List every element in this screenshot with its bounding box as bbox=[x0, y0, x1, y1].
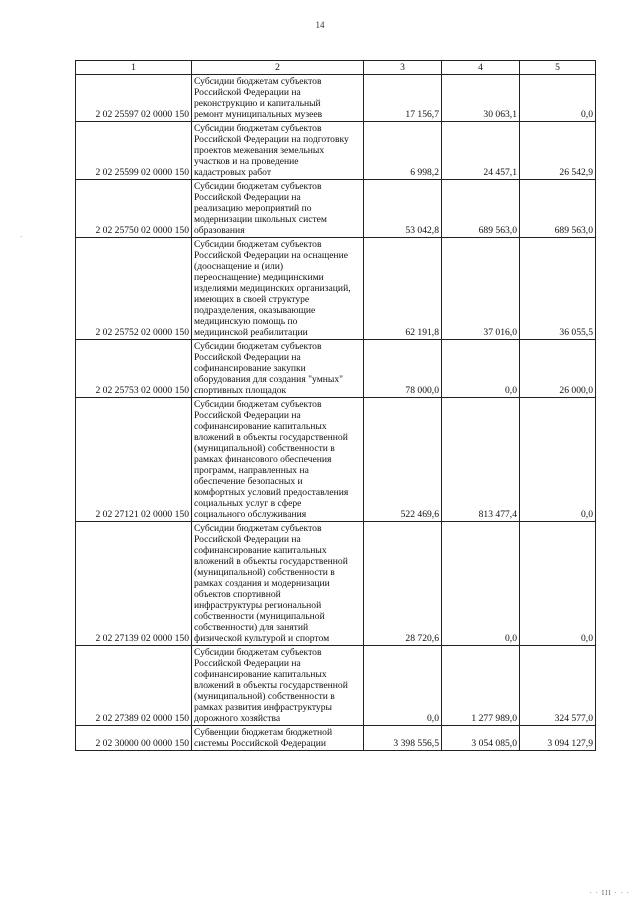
table-row bbox=[76, 726, 596, 751]
description-line: софинансирование капитальных bbox=[194, 421, 327, 432]
row-code: 2 02 25597 02 0000 150 bbox=[76, 75, 192, 122]
description-line: модернизации школьных систем bbox=[194, 214, 327, 225]
row-value-col-3: 53 042,8 bbox=[364, 180, 442, 238]
row-description bbox=[192, 646, 364, 726]
row-code: 2 02 27389 02 0000 150 bbox=[76, 646, 192, 726]
description-line: участков и на проведение bbox=[194, 156, 299, 167]
description-line: дорожного хозяйства bbox=[194, 713, 281, 724]
header-col-1: 1 bbox=[76, 61, 192, 75]
description-line: Российской Федерации на bbox=[194, 87, 301, 98]
description-line: программ, направленных на bbox=[194, 465, 309, 476]
description-line: кадастровых работ bbox=[194, 167, 272, 178]
description-line: образования bbox=[194, 225, 245, 236]
description-line: рамках создания и модернизации bbox=[194, 578, 330, 589]
description-line: реконструкцию и капитальный bbox=[194, 98, 321, 109]
description-line: изделиями медицинских организаций, bbox=[194, 283, 351, 294]
row-value-col-5: 0,0 bbox=[520, 75, 596, 122]
description-line: Субсидии бюджетам субъектов bbox=[194, 399, 322, 410]
table-row bbox=[76, 340, 596, 398]
description-line: проектов межевания земельных bbox=[194, 145, 325, 156]
description-line: (дооснащение и (или) bbox=[194, 261, 284, 272]
description-line: Российской Федерации на bbox=[194, 352, 301, 363]
row-value-col-4: 0,0 bbox=[442, 522, 520, 646]
row-value-col-5: 26 000,0 bbox=[520, 340, 596, 398]
row-code: 2 02 27139 02 0000 150 bbox=[76, 522, 192, 646]
description-line: обеспечение безопасных и bbox=[194, 476, 303, 487]
row-value-col-5: 0,0 bbox=[520, 522, 596, 646]
description-line: социального обслуживания bbox=[194, 509, 307, 520]
header-row bbox=[76, 61, 596, 75]
row-code: 2 02 25753 02 0000 150 bbox=[76, 340, 192, 398]
description-line: медицинскую помощь по bbox=[194, 316, 298, 327]
description-line: Субсидии бюджетам субъектов bbox=[194, 123, 322, 134]
description-line: Российской Федерации на bbox=[194, 534, 301, 545]
table-row bbox=[76, 646, 596, 726]
header-col-2: 2 bbox=[192, 61, 364, 75]
budget-table bbox=[75, 60, 596, 751]
description-line: софинансирование капитальных bbox=[194, 669, 327, 680]
row-value-col-4: 3 054 085,0 bbox=[442, 726, 520, 751]
description-line: Российской Федерации на bbox=[194, 658, 301, 669]
description-line: Субсидии бюджетам субъектов bbox=[194, 341, 322, 352]
row-value-col-4: 689 563,0 bbox=[442, 180, 520, 238]
description-line: оборудования для создания "умных" bbox=[194, 374, 344, 385]
description-line: (муниципальной) собственности в bbox=[194, 567, 335, 578]
description-line: Российской Федерации на оснащение bbox=[194, 250, 349, 261]
table-row bbox=[76, 180, 596, 238]
table-row bbox=[76, 75, 596, 122]
row-value-col-3: 3 398 556,5 bbox=[364, 726, 442, 751]
description-line: рамках финансового обеспечения bbox=[194, 454, 332, 465]
description-line: Российской Федерации на bbox=[194, 192, 301, 203]
description-line: софинансирование закупки bbox=[194, 363, 306, 374]
row-value-col-5: 36 055,5 bbox=[520, 238, 596, 340]
description-line: Российской Федерации на подготовку bbox=[194, 134, 349, 145]
row-code: 2 02 25599 02 0000 150 bbox=[76, 122, 192, 180]
description-line: вложений в объекты государственной bbox=[194, 680, 348, 691]
row-value-col-3: 62 191,8 bbox=[364, 238, 442, 340]
description-line: рамках развития инфраструктуры bbox=[194, 702, 332, 713]
page-number: 14 bbox=[315, 20, 325, 30]
row-value-col-4: 1 277 989,0 bbox=[442, 646, 520, 726]
description-line: Субсидии бюджетам субъектов bbox=[194, 181, 322, 192]
table-header bbox=[76, 61, 596, 75]
header-col-4: 4 bbox=[442, 61, 520, 75]
table-row bbox=[76, 238, 596, 340]
description-line: реализацию мероприятий по bbox=[194, 203, 312, 214]
description-line: ремонт муниципальных музеев bbox=[194, 109, 323, 120]
description-line: вложений в объекты государственной bbox=[194, 556, 348, 567]
row-value-col-5: 3 094 127,9 bbox=[520, 726, 596, 751]
row-value-col-4: 24 457,1 bbox=[442, 122, 520, 180]
description-line: переоснащение) медицинскими bbox=[194, 272, 324, 283]
row-code: 2 02 30000 00 0000 150 bbox=[76, 726, 192, 751]
description-line: (муниципальной) собственности в bbox=[194, 443, 335, 454]
row-value-col-5: 26 542,9 bbox=[520, 122, 596, 180]
row-value-col-5: 689 563,0 bbox=[520, 180, 596, 238]
row-value-col-3: 17 156,7 bbox=[364, 75, 442, 122]
row-value-col-3: 78 000,0 bbox=[364, 340, 442, 398]
table-row bbox=[76, 122, 596, 180]
row-code: 2 02 25750 02 0000 150 bbox=[76, 180, 192, 238]
description-line: спортивных площадок bbox=[194, 385, 287, 396]
row-value-col-4: 813 477,4 bbox=[442, 398, 520, 522]
footer-mark: · · III · · · bbox=[589, 889, 630, 897]
description-line: Субсидии бюджетам субъектов bbox=[194, 76, 322, 87]
description-line: инфраструктуры региональной bbox=[194, 600, 322, 611]
row-description bbox=[192, 398, 364, 522]
description-line: вложений в объекты государственной bbox=[194, 432, 348, 443]
row-description bbox=[192, 122, 364, 180]
description-line: Субсидии бюджетам субъектов bbox=[194, 647, 322, 658]
table-row bbox=[76, 398, 596, 522]
row-value-col-5: 324 577,0 bbox=[520, 646, 596, 726]
row-description bbox=[192, 522, 364, 646]
description-line: имеющих в своей структуре bbox=[194, 294, 310, 305]
row-code: 2 02 27121 02 0000 150 bbox=[76, 398, 192, 522]
table-body bbox=[76, 75, 596, 751]
row-description bbox=[192, 180, 364, 238]
description-line: физической культурой и спортом bbox=[194, 633, 330, 644]
description-line: Российской Федерации на bbox=[194, 410, 301, 421]
description-line: медицинской реабилитации bbox=[194, 327, 308, 338]
row-value-col-4: 0,0 bbox=[442, 340, 520, 398]
row-value-col-3: 6 998,2 bbox=[364, 122, 442, 180]
table-row bbox=[76, 522, 596, 646]
row-description bbox=[192, 75, 364, 122]
description-line: собственности) для занятий bbox=[194, 622, 309, 633]
description-line: софинансирование капитальных bbox=[194, 545, 327, 556]
description-line: комфортных условий предоставления bbox=[194, 487, 349, 498]
header-col-5: 5 bbox=[520, 61, 596, 75]
row-description bbox=[192, 238, 364, 340]
description-line: системы Российской Федерации bbox=[194, 738, 327, 749]
description-line: (муниципальной) собственности в bbox=[194, 691, 335, 702]
header-col-3: 3 bbox=[364, 61, 442, 75]
row-value-col-3: 522 469,6 bbox=[364, 398, 442, 522]
row-value-col-3: 0,0 bbox=[364, 646, 442, 726]
row-value-col-4: 37 016,0 bbox=[442, 238, 520, 340]
row-description bbox=[192, 340, 364, 398]
description-line: Субсидии бюджетам субъектов bbox=[194, 523, 322, 534]
description-line: объектов спортивной bbox=[194, 589, 281, 600]
scan-mark: · bbox=[20, 233, 23, 241]
description-line: Субсидии бюджетам субъектов bbox=[194, 239, 322, 250]
description-line: подразделения, оказывающие bbox=[194, 305, 316, 316]
description-line: Субвенции бюджетам бюджетной bbox=[194, 727, 333, 738]
description-line: социальных услуг в сфере bbox=[194, 498, 302, 509]
row-code: 2 02 25752 02 0000 150 bbox=[76, 238, 192, 340]
row-value-col-4: 30 063,1 bbox=[442, 75, 520, 122]
row-description bbox=[192, 726, 364, 751]
row-value-col-3: 28 720,6 bbox=[364, 522, 442, 646]
row-value-col-5: 0,0 bbox=[520, 398, 596, 522]
description-line: собственности (муниципальной bbox=[194, 611, 325, 622]
